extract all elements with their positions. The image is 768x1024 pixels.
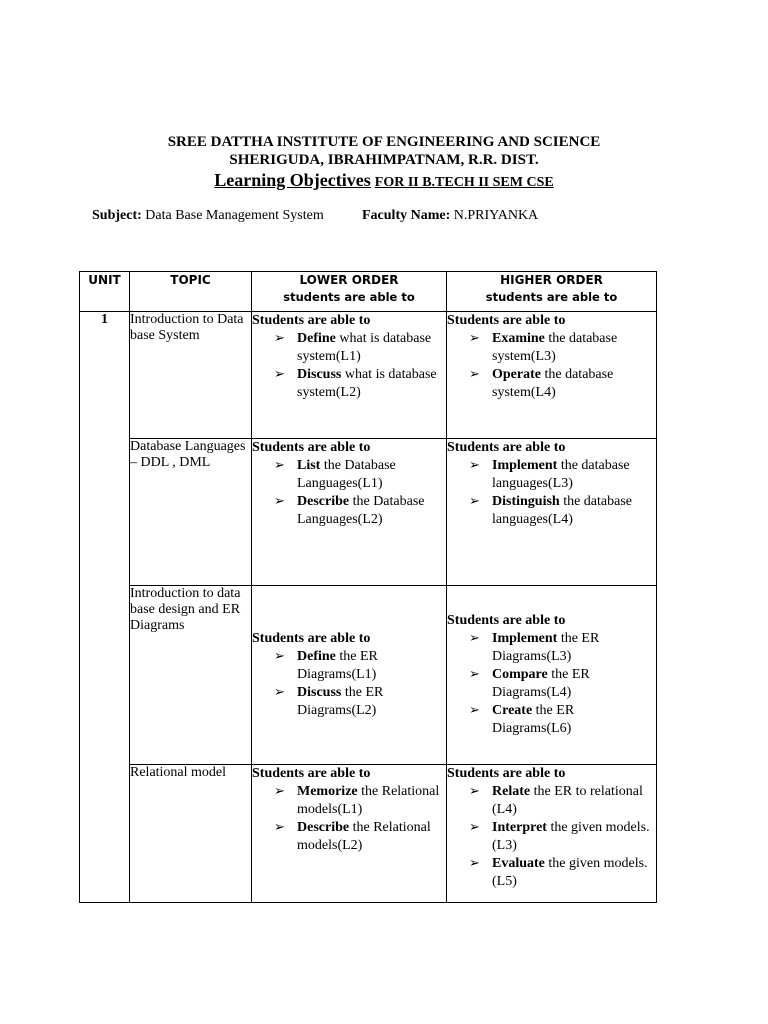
objective-verb: Define — [297, 331, 336, 346]
header-higher-order — [447, 272, 657, 312]
objective-item — [274, 783, 446, 819]
objective-item — [469, 702, 656, 738]
header-lower-order — [252, 272, 447, 312]
objective-item — [469, 666, 656, 702]
objective-text: the ER Diagrams — [492, 631, 600, 664]
subject-line — [92, 208, 324, 224]
objective-item — [274, 493, 446, 529]
title-suffix: FOR II B.TECH II SEM CSE — [374, 175, 554, 190]
arrow-bullet-icon: ➢ — [274, 784, 285, 799]
objective-list — [447, 457, 656, 529]
arrow-bullet-icon: ➢ — [469, 458, 480, 473]
objective-text: the Database Languages — [297, 494, 425, 527]
objective-lead: Students are able to — [252, 631, 371, 646]
lower-order-cell — [252, 312, 447, 439]
objective-item — [274, 330, 446, 366]
objective-verb: Memorize — [297, 784, 358, 799]
objective-verb: Examine — [492, 331, 545, 346]
objective-level: (L2) — [357, 512, 383, 527]
objective-item — [469, 366, 656, 402]
arrow-bullet-icon: ➢ — [469, 820, 480, 835]
objective-item — [274, 819, 446, 855]
objective-verb: Create — [492, 703, 533, 718]
header-lower-title: LOWER ORDER — [299, 273, 399, 287]
objective-level: (L2) — [335, 385, 361, 400]
objective-text: the given models. — [544, 856, 648, 871]
objective-level: (L1) — [335, 349, 361, 364]
objective-lead: Students are able to — [447, 440, 566, 455]
arrow-bullet-icon: ➢ — [469, 784, 480, 799]
objective-text: the database system — [492, 367, 614, 400]
objective-verb: Interpret — [492, 820, 547, 835]
header-higher-title: HIGHER ORDER — [500, 273, 603, 287]
objective-level: (L4) — [530, 385, 556, 400]
objective-level: (L3) — [492, 838, 517, 853]
objective-item — [469, 457, 656, 493]
faculty-line — [362, 208, 538, 224]
lower-order-cell — [252, 765, 447, 903]
objective-item — [274, 366, 446, 402]
arrow-bullet-icon: ➢ — [274, 649, 285, 664]
objective-item — [274, 684, 446, 720]
faculty-label: Faculty Name: — [362, 208, 451, 223]
arrow-bullet-icon: ➢ — [274, 494, 285, 509]
arrow-bullet-icon: ➢ — [469, 331, 480, 346]
objective-level: (L1) — [351, 667, 377, 682]
objective-level: (L2) — [351, 703, 377, 718]
objective-list — [252, 648, 446, 720]
objective-verb: Distinguish — [492, 494, 560, 509]
objective-item — [274, 648, 446, 684]
table-row — [80, 765, 657, 903]
objective-level: (L4) — [546, 685, 572, 700]
objective-text: the database languages — [492, 458, 630, 491]
arrow-bullet-icon: ➢ — [469, 703, 480, 718]
objective-level: (L6) — [546, 721, 572, 736]
table-header-row — [80, 272, 657, 312]
objective-text: the given models. — [546, 820, 650, 835]
objective-text: the database languages — [492, 494, 632, 527]
objective-text: the ER to relational — [530, 784, 643, 799]
topic-cell: Introduction to data base design and ER Diagrams — [130, 586, 252, 765]
arrow-bullet-icon: ➢ — [274, 820, 285, 835]
higher-order-cell — [447, 586, 657, 765]
topic-cell: Relational model — [130, 765, 252, 903]
arrow-bullet-icon: ➢ — [469, 494, 480, 509]
objective-item — [274, 457, 446, 493]
objective-level: (L3) — [530, 349, 556, 364]
header-unit: UNIT — [80, 272, 130, 312]
lower-order-cell — [252, 586, 447, 765]
arrow-bullet-icon: ➢ — [274, 458, 285, 473]
objective-list — [252, 457, 446, 529]
table-body — [80, 312, 657, 903]
objective-verb: Relate — [492, 784, 531, 799]
objective-text: the Relational models — [297, 784, 440, 817]
institute-address: SHERIGUDA, IBRAHIMPATNAM, R.R. DIST. — [229, 152, 539, 168]
objective-text: what is database system — [297, 331, 432, 364]
objective-item — [469, 493, 656, 529]
objective-list — [447, 330, 656, 402]
header-topic: TOPIC — [130, 272, 252, 312]
subject-value: Data Base Management System — [145, 208, 324, 223]
subject-label: Subject: — [92, 208, 142, 223]
objective-level: (L1) — [357, 476, 383, 491]
higher-order-cell — [447, 765, 657, 903]
title-main: Learning Objectives — [214, 170, 371, 190]
arrow-bullet-icon: ➢ — [469, 856, 480, 871]
objective-verb: Describe — [297, 820, 350, 835]
objective-text: the ER Diagrams — [492, 667, 590, 700]
objective-item — [469, 819, 656, 855]
objective-list — [252, 330, 446, 402]
objective-text: the Database Languages — [297, 458, 396, 491]
objective-lead: Students are able to — [252, 440, 371, 455]
objective-item — [469, 855, 656, 891]
header-higher-sub: students are able to — [485, 290, 618, 304]
objective-verb: Operate — [492, 367, 541, 382]
objective-lead: Students are able to — [447, 766, 566, 781]
objective-level: (L4) — [547, 512, 573, 527]
learning-objectives-table — [79, 271, 657, 903]
faculty-value: N.PRIYANKA — [453, 208, 539, 223]
objective-verb: List — [297, 458, 321, 473]
objective-verb: Evaluate — [492, 856, 545, 871]
objective-item — [469, 330, 656, 366]
objective-level: (L1) — [337, 802, 363, 817]
header-lower-sub: students are able to — [283, 290, 415, 304]
arrow-bullet-icon: ➢ — [274, 367, 285, 382]
objective-lead: Students are able to — [252, 313, 371, 328]
objective-text: the ER Diagrams — [297, 685, 384, 718]
table-row — [80, 312, 657, 439]
higher-order-cell — [447, 312, 657, 439]
objective-level: (L3) — [547, 476, 573, 491]
objective-verb: Define — [297, 649, 336, 664]
objective-text: what is database system — [297, 367, 437, 400]
institute-name: SREE DATTHA INSTITUTE OF ENGINEERING AND SCIENCE — [167, 134, 601, 150]
objective-list — [447, 783, 656, 891]
objective-text: the ER Diagrams — [297, 649, 378, 682]
objective-item — [469, 630, 656, 666]
arrow-bullet-icon: ➢ — [469, 631, 480, 646]
objective-verb: Discuss — [297, 367, 342, 382]
arrow-bullet-icon: ➢ — [469, 667, 480, 682]
objective-lead: Students are able to — [252, 766, 371, 781]
table-row — [80, 586, 657, 765]
objective-verb: Implement — [492, 631, 558, 646]
objective-verb: Compare — [492, 667, 548, 682]
lower-order-cell — [252, 439, 447, 586]
objective-text: the database system — [492, 331, 618, 364]
table-row — [80, 439, 657, 586]
objective-text: the ER Diagrams — [492, 703, 575, 736]
objective-text: the Relational models — [297, 820, 431, 853]
objective-level: (L5) — [492, 874, 517, 889]
topic-cell: Database Languages – DDL , DML — [130, 439, 252, 586]
objective-level: (L3) — [546, 649, 572, 664]
objective-verb: Discuss — [297, 685, 342, 700]
arrow-bullet-icon: ➢ — [274, 331, 285, 346]
objective-item — [469, 783, 656, 819]
objective-list — [447, 630, 656, 738]
higher-order-cell — [447, 439, 657, 586]
arrow-bullet-icon: ➢ — [274, 685, 285, 700]
document-title — [0, 170, 768, 191]
unit-number: 1 — [80, 312, 130, 903]
objective-verb: Describe — [297, 494, 350, 509]
objective-list — [252, 783, 446, 855]
arrow-bullet-icon: ➢ — [469, 367, 480, 382]
objective-level: (L2) — [337, 838, 363, 853]
objective-lead: Students are able to — [447, 613, 566, 628]
objective-verb: Implement — [492, 458, 558, 473]
topic-cell: Introduction to Data base System — [130, 312, 252, 439]
objective-lead: Students are able to — [447, 313, 566, 328]
objective-level: (L4) — [492, 802, 517, 817]
